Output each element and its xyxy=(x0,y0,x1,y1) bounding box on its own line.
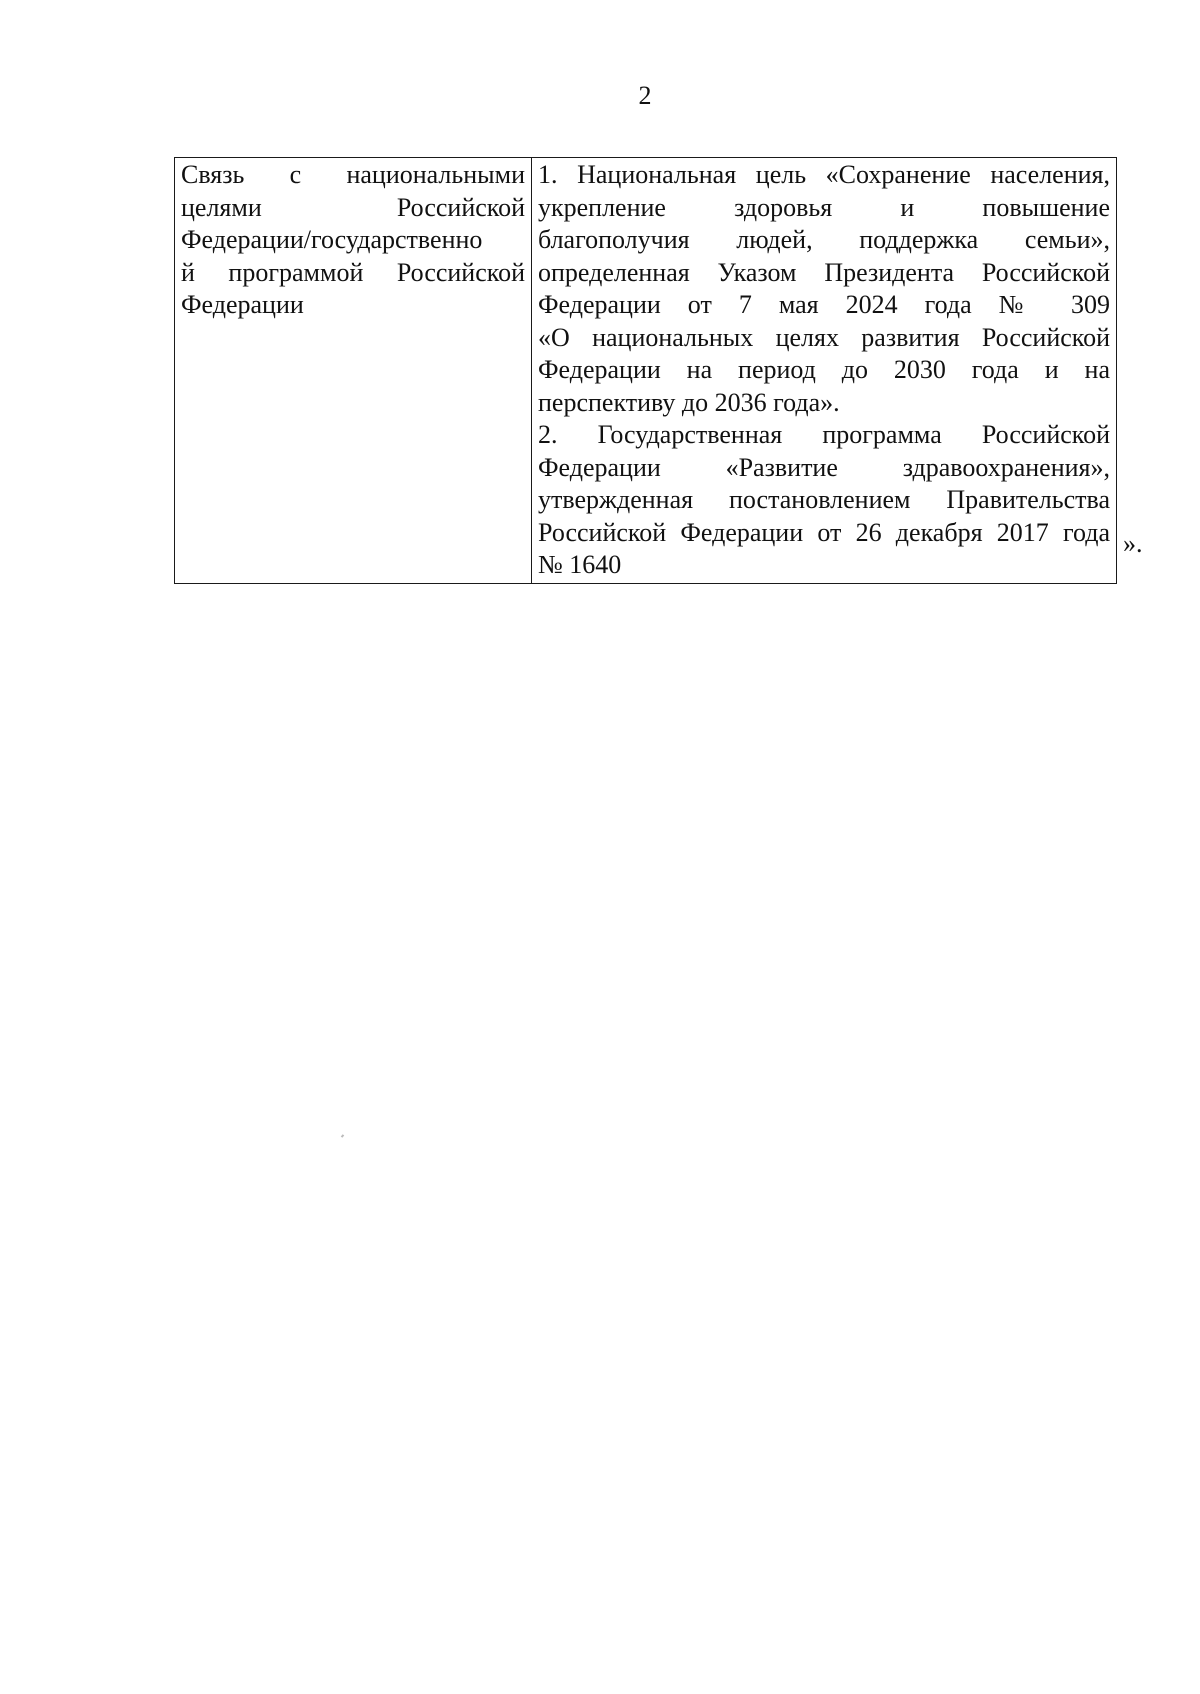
content-line: 1. Национальная цель «Сохранение населения, xyxy=(538,160,1110,189)
content-line: «О национальных целях развития Российской xyxy=(538,322,1110,352)
scan-speck xyxy=(341,1134,344,1138)
label-line: целями Российской xyxy=(181,192,525,222)
table-cell-content xyxy=(532,158,1117,584)
label-line: й программой Российской xyxy=(181,257,525,287)
content-line: № 1640 xyxy=(538,550,622,579)
content-line: Российской Федерации от 26 декабря 2017 года xyxy=(538,517,1110,547)
content-line: утвержденная постановлением Правительства xyxy=(538,485,1110,514)
content-line: укрепление здоровья и повышение xyxy=(538,192,1110,222)
label-line: Федерации/государственно xyxy=(181,225,483,254)
content-line: определенная Указом Президента Российской xyxy=(538,257,1110,287)
page-number: 2 xyxy=(638,81,652,110)
table-cell-label xyxy=(175,158,532,584)
content-line: перспективу до 2036 года». xyxy=(538,387,840,417)
content-line: благополучия людей, поддержка семьи», xyxy=(538,225,1110,254)
label-line: Связь с национальными xyxy=(181,160,525,189)
content-line: Федерации «Развитие здравоохранения», xyxy=(538,452,1110,482)
label-line: Федерации xyxy=(181,290,304,319)
document-table xyxy=(174,157,1117,584)
closing-quote-mark: ». xyxy=(1123,529,1143,558)
table-row xyxy=(175,158,1117,584)
content-line: Федерации от 7 мая 2024 года № 309 xyxy=(538,290,1110,319)
content-line: Федерации на период до 2030 года и на xyxy=(538,355,1110,384)
content-line: 2. Государственная программа Российской xyxy=(538,420,1110,449)
